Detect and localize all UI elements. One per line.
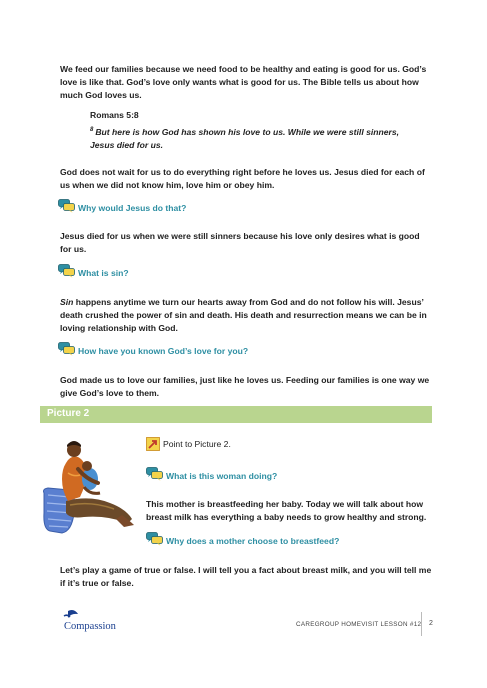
verse-text: But here is how God has shown his love to us. While we were still sinners, Jesus died for us. [90, 126, 400, 150]
question-4 [146, 467, 277, 481]
sin-word: Sin [60, 297, 74, 307]
verse-text-block [90, 124, 425, 152]
question-4-text: What is this woman doing? [166, 470, 278, 481]
mother-breastfeeding-illustration [40, 433, 140, 538]
speech-bubbles-icon [146, 467, 163, 481]
page-number: 2 [429, 620, 433, 627]
question-1-text: Why would Jesus do that? [78, 202, 187, 213]
question-5 [146, 532, 339, 546]
question-2-text: What is sin? [78, 267, 129, 278]
footer-lesson-title: CAREGROUP HOMEVISIT LESSON #12 [296, 621, 422, 628]
paragraph-5: God made us to love our families, just like he loves us. Feeding our families is one way we give God’s love to them. [60, 375, 430, 398]
paragraph-7: Let’s play a game of true or false. I will tell you a fact about breast milk, and you will tell me if it’s true or false. [60, 565, 432, 588]
paragraph-4-rest: happens anytime we turn our hearts away from God and do not follow his will. Jesus’ death crushed the power of sin and death. His death and resurrection means we can be in loving relationship with God. [60, 297, 427, 333]
section-header-picture-2 [40, 406, 432, 423]
paragraph-3: Jesus died for us when we were still sinners because his love only desires what is good for us. [60, 231, 420, 254]
pointer-arrow-icon [146, 437, 160, 451]
compassion-logo [58, 608, 128, 641]
speech-bubbles-icon [58, 342, 75, 356]
logo-text: Compassion [64, 621, 116, 632]
footer-divider [421, 612, 422, 636]
question-1 [58, 199, 186, 213]
question-3 [58, 342, 248, 356]
speech-bubbles-icon [58, 264, 75, 278]
speech-bubbles-icon [58, 199, 75, 213]
question-5-text: Why does a mother choose to breastfeed? [166, 535, 340, 546]
speech-bubbles-icon [146, 532, 163, 546]
paragraph-4 [60, 296, 432, 335]
section-title: Picture 2 [47, 408, 90, 419]
paragraph-1: We feed our families because we need food to be healthy and eating is good for us. God’s love is like that. God’s love only wants what is good for us. The Bible tells us about how much God loves us. [60, 64, 427, 100]
paragraph-6: This mother is breastfeeding her baby. Today we will talk about how breast milk has everything a baby needs to grow healthy and strong. [146, 499, 427, 522]
pointer-instruction [146, 437, 231, 451]
question-3-text: How have you known God’s love for you? [78, 345, 249, 356]
pointer-text: Point to Picture 2. [163, 439, 231, 449]
verse-number: 8 [90, 127, 94, 133]
paragraph-2: God does not wait for us to do everything right before he loves us. Jesus died for each of us when we did not know him, love him or obey him. [60, 167, 425, 190]
question-2 [58, 264, 129, 278]
verse-reference: Romans 5:8 [90, 110, 139, 120]
